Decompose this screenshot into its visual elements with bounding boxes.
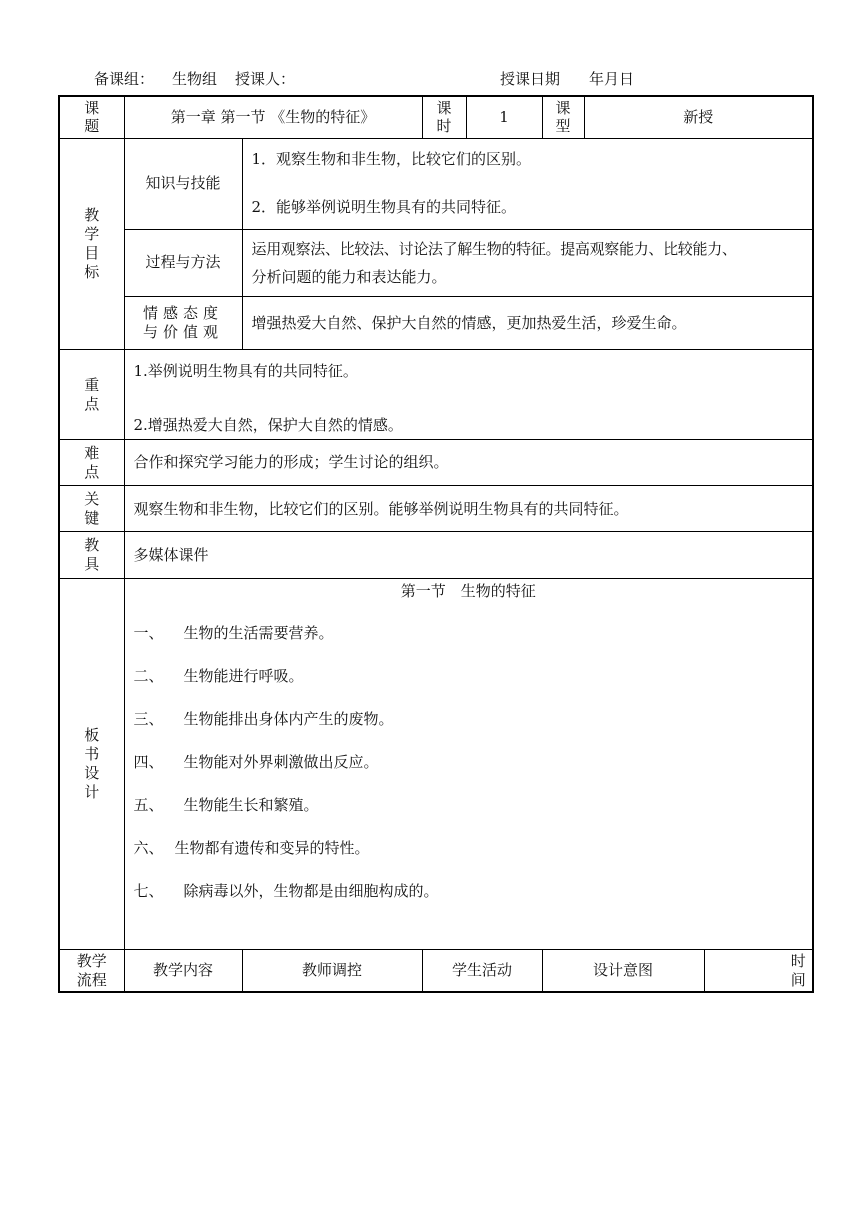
goal-process-line-2: 分析问题的能力和表达能力。 [251, 267, 447, 286]
key-points-content [124, 350, 813, 440]
tools-content: 多媒体课件 [124, 532, 813, 578]
board-item-number: 三、 [133, 709, 164, 728]
period-label: 课时 [436, 98, 452, 136]
type-label-cell [542, 96, 584, 138]
goal-process-row [59, 229, 813, 296]
board-content [124, 578, 813, 950]
board-item-text: 生物能进行呼吸。 [183, 666, 304, 685]
tools-row [59, 532, 813, 578]
goal-attitude-name-line-2: 与价值观 [142, 322, 223, 341]
board-item-4 [125, 741, 813, 784]
board-item-5 [125, 784, 813, 827]
board-title: 第一节 生物的特征 [400, 581, 536, 600]
flow-label-cell [59, 950, 124, 992]
date-value: 年月日 [589, 70, 635, 88]
key-points-label: 重点 [84, 375, 100, 413]
goal-process-line-1: 运用观察法、比较法、讨论法了解生物的特征。提高观察能力、比较能力、 [251, 239, 737, 258]
board-label: 板书设计 [84, 726, 100, 801]
key-points-row [59, 350, 813, 440]
key-point-1: 1.举例说明生物具有的共同特征。 [133, 362, 358, 381]
flow-label: 教学流程 [76, 951, 107, 989]
prep-group-label: 备课组： [94, 70, 155, 88]
goal-knowledge-row [59, 138, 813, 229]
board-item-number: 七、 [133, 881, 164, 900]
flow-col-time: 时间 [790, 951, 806, 989]
board-item-2 [125, 655, 813, 698]
board-label-cell [59, 578, 124, 950]
flow-header-row [59, 950, 813, 992]
goal-process-name: 过程与方法 [124, 229, 242, 296]
goal-attitude-content: 增强热爱大自然、保护大自然的情感，更加热爱生活，珍爱生命。 [242, 296, 813, 349]
key-points-label-cell [59, 350, 124, 440]
board-item-number: 六、 [133, 838, 164, 857]
critical-label: 关键 [84, 490, 100, 527]
date-label: 授课日期 [500, 70, 561, 88]
critical-content: 观察生物和非生物，比较它们的区别。能够举例说明生物具有的共同特征。 [124, 486, 813, 532]
critical-label-cell [59, 486, 124, 532]
board-item-text: 除病毒以外，生物都是由细胞构成的。 [183, 881, 439, 900]
critical-row [59, 486, 813, 532]
difficulties-content: 合作和探究学习能力的形成；学生讨论的组织。 [124, 440, 813, 486]
topic-label-cell [59, 96, 124, 138]
difficulties-row [59, 440, 813, 486]
goals-label-cell [59, 138, 124, 349]
lesson-plan-table [58, 95, 814, 993]
goal-attitude-row [59, 296, 813, 349]
flow-col-teacher: 教师调控 [242, 950, 422, 992]
goal-knowledge-line-2: 2．能够举例说明生物具有的共同特征。 [251, 197, 517, 216]
board-item-number: 二、 [133, 666, 164, 685]
board-item-number: 五、 [133, 795, 164, 814]
teacher-label: 授课人： [235, 70, 296, 88]
flow-col-intent: 设计意图 [542, 950, 704, 992]
flow-col-content: 教学内容 [124, 950, 242, 992]
tools-label: 教具 [84, 536, 100, 573]
board-item-7 [125, 870, 813, 913]
goals-label: 教学目标 [84, 206, 100, 281]
board-item-number: 一、 [133, 623, 164, 642]
topic-value: 第一章 第一节 《生物的特征》 [124, 96, 422, 138]
difficulties-label-cell [59, 440, 124, 486]
document-header [0, 68, 860, 92]
topic-label: 课题 [84, 98, 100, 136]
board-row [59, 578, 813, 950]
flow-col-time-cell [704, 950, 813, 992]
period-value: 1 [466, 96, 542, 138]
difficulties-label: 难点 [84, 444, 100, 481]
goal-knowledge-line-1: 1．观察生物和非生物，比较它们的区别。 [251, 149, 532, 168]
board-item-number: 四、 [133, 752, 164, 771]
tools-label-cell [59, 532, 124, 578]
flow-col-student: 学生活动 [422, 950, 542, 992]
board-item-text: 生物的生活需要营养。 [183, 623, 334, 642]
board-item-text: 生物能生长和繁殖。 [183, 795, 319, 814]
board-item-3 [125, 698, 813, 741]
type-label: 课型 [555, 98, 571, 136]
period-label-cell [422, 96, 466, 138]
board-item-text: 生物都有遗传和变异的特性。 [174, 838, 370, 857]
type-value: 新授 [584, 96, 813, 138]
board-item-text: 生物能排出身体内产生的废物。 [183, 709, 394, 728]
goal-process-content [242, 229, 813, 296]
prep-group-value: 生物组 [172, 70, 218, 88]
key-point-2: 2.增强热爱大自然，保护大自然的情感。 [133, 416, 403, 435]
goal-attitude-name-line-1: 情感态度 [142, 304, 223, 323]
board-item-text: 生物能对外界刺激做出反应。 [183, 752, 379, 771]
goal-attitude-name [124, 296, 242, 349]
board-item-1 [125, 612, 813, 655]
goal-knowledge-content [242, 138, 813, 229]
goal-knowledge-name: 知识与技能 [124, 138, 242, 229]
topic-row [59, 96, 813, 138]
board-item-6 [125, 827, 813, 870]
